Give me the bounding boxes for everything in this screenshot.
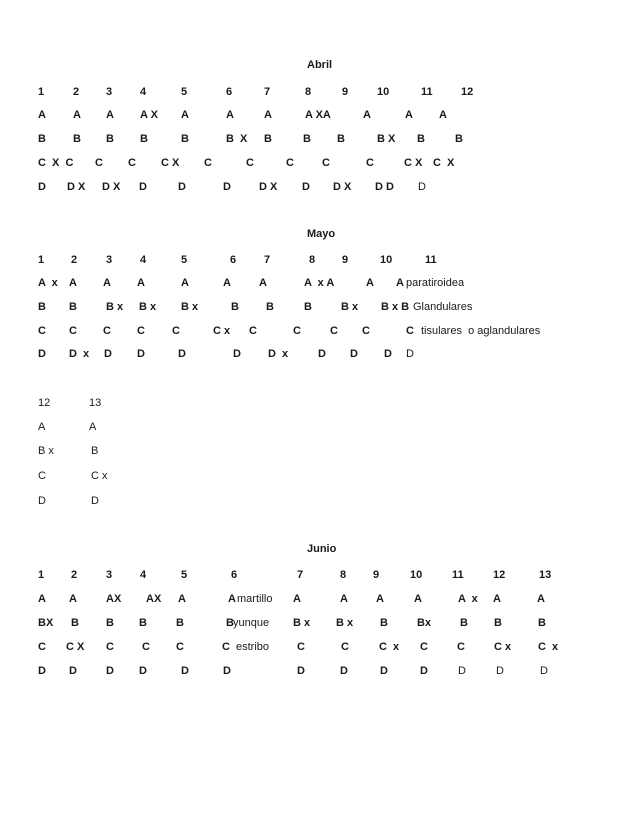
- glandulares-note: Glandulares: [413, 301, 473, 313]
- tisulares-note: tisulares o aglandulares: [421, 325, 541, 337]
- estribo-note: estribo: [236, 641, 270, 653]
- abril-title: Abril: [307, 59, 333, 71]
- martillo-note: martillo: [237, 593, 273, 605]
- paratiroidea-note: paratiroidea: [406, 277, 465, 289]
- mayo-title: Mayo: [307, 228, 336, 240]
- junio-title: Junio: [307, 543, 337, 555]
- yunque-note: yunque: [233, 617, 270, 629]
